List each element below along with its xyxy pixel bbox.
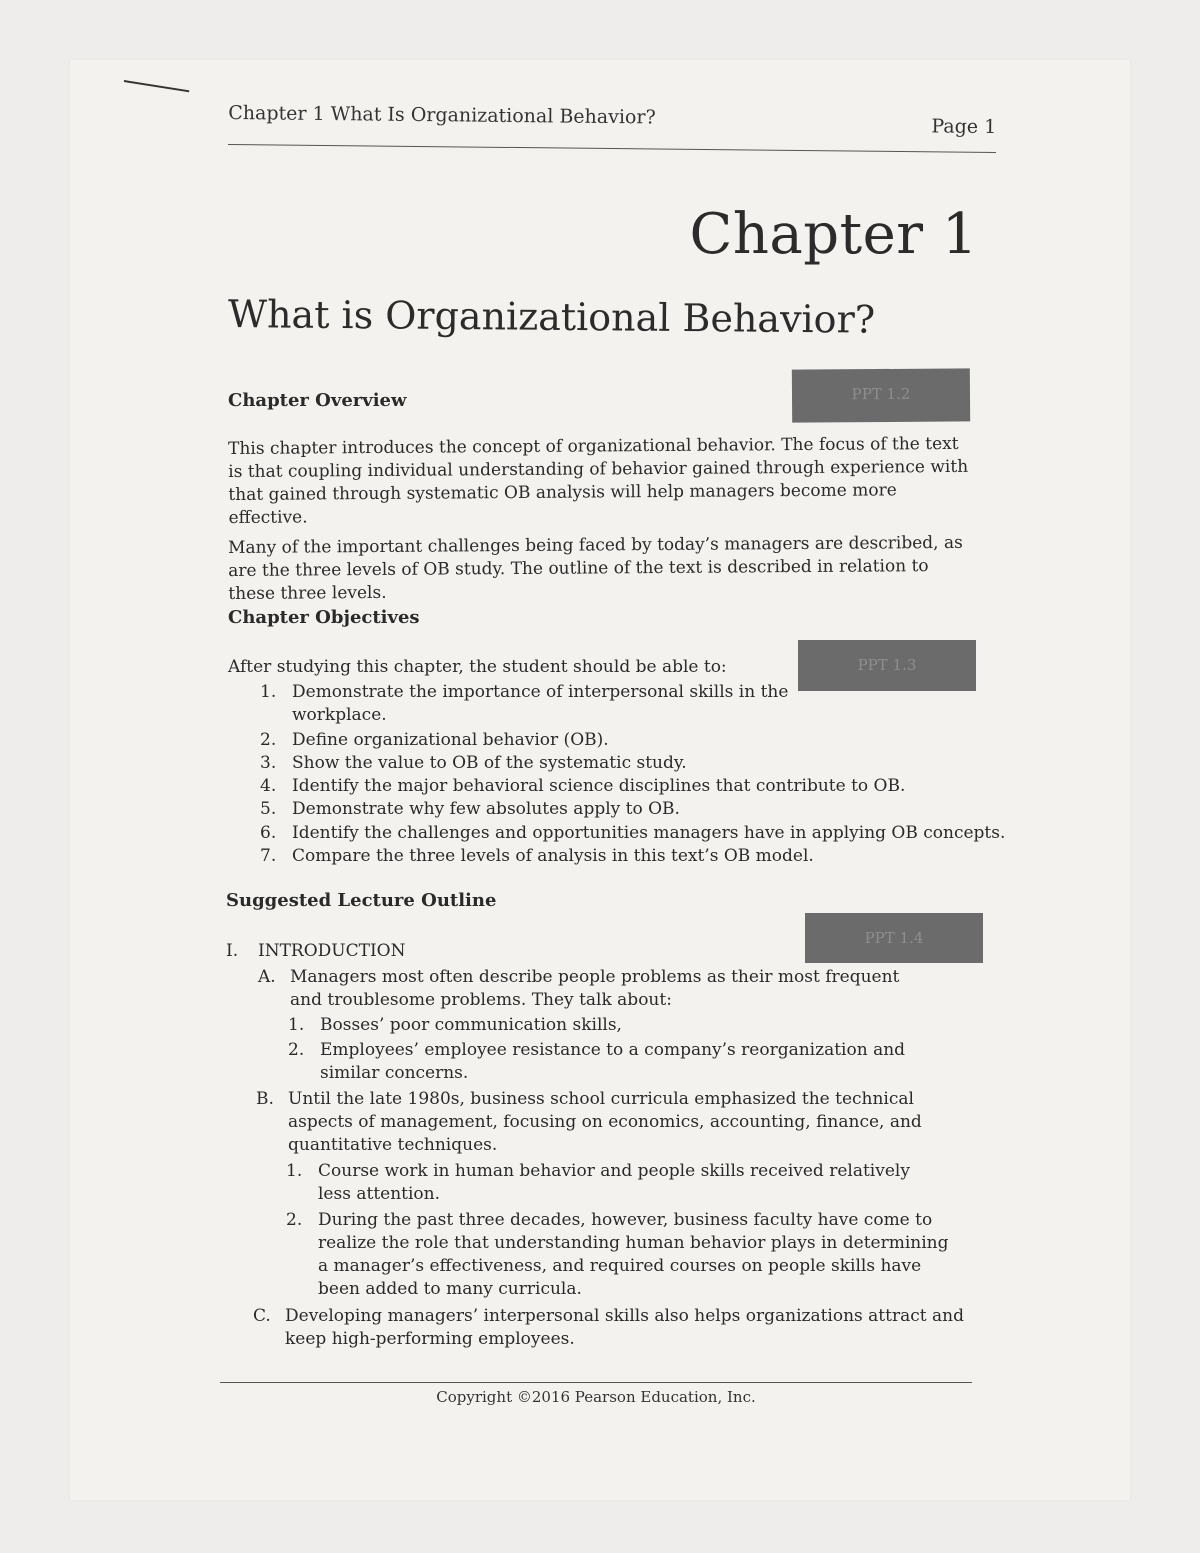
section-title: INTRODUCTION bbox=[258, 941, 406, 961]
point-label: A. bbox=[258, 967, 276, 987]
subpoint-number: 2. bbox=[286, 1210, 303, 1230]
chapter-number: Chapter 1 bbox=[689, 202, 978, 267]
point-text: Until the late 1980s, business school curricula emphasized the technical aspects of management, focusing on economics, accounting, finance, and quantitative techniques. bbox=[288, 1089, 922, 1155]
outline-subpoint bbox=[288, 1039, 940, 1085]
subpoint-number: 2. bbox=[288, 1040, 305, 1060]
objective-number: 4. bbox=[260, 776, 277, 796]
objective-number: 2. bbox=[260, 730, 277, 750]
point-text: Developing managers’ interpersonal skills also helps organizations attract and keep high-performing employees. bbox=[285, 1306, 964, 1349]
objective-text: Compare the three levels of analysis in this text’s OB model. bbox=[292, 846, 814, 866]
objective-number: 3. bbox=[260, 753, 277, 773]
outline-point-a bbox=[258, 966, 910, 1012]
objective-item bbox=[260, 752, 687, 775]
point-text: Managers most often describe people problems as their most frequent and troublesome problems. They talk about: bbox=[290, 967, 900, 1010]
outline-subpoint bbox=[286, 1160, 918, 1206]
objectives-heading: Chapter Objectives bbox=[228, 607, 420, 628]
objective-item bbox=[260, 822, 1005, 845]
outline-point-b bbox=[256, 1088, 960, 1157]
subpoint-number: 1. bbox=[288, 1015, 305, 1035]
objective-text: Identify the major behavioral science disciplines that contribute to OB. bbox=[292, 776, 906, 796]
outline-subpoint bbox=[288, 1014, 920, 1037]
subpoint-text: Bosses’ poor communication skills, bbox=[320, 1015, 622, 1035]
overview-paragraph-1: This chapter introduces the concept of organizational behavior. The focus of the text is that coupling individual understanding of behavior gained through experience with that gained through systematic OB analysis will help managers become more effective. bbox=[228, 433, 969, 528]
outline-subpoint bbox=[286, 1209, 958, 1301]
subpoint-number: 1. bbox=[286, 1161, 303, 1181]
subpoint-text: Course work in human behavior and people skills received relatively less attention. bbox=[318, 1161, 910, 1204]
ppt-label-objectives: PPT 1.3 bbox=[798, 640, 976, 691]
objective-number: 7. bbox=[260, 846, 277, 866]
objective-item bbox=[260, 775, 905, 798]
subpoint-text: During the past three decades, however, business faculty have come to realize the role that understanding human behavior plays in determining a manager’s effectiveness, and required courses on people skills have been added to many curricula. bbox=[318, 1210, 949, 1299]
objective-text: Identify the challenges and opportunities managers have in applying OB concepts. bbox=[292, 823, 1006, 843]
objective-item bbox=[260, 681, 788, 704]
objective-item bbox=[260, 798, 680, 821]
objective-number: 6. bbox=[260, 823, 277, 843]
objective-text: Define organizational behavior (OB). bbox=[292, 730, 609, 750]
outline-point-c bbox=[253, 1305, 975, 1351]
objective-number: 5. bbox=[260, 799, 277, 819]
page-number: Page 1 bbox=[931, 115, 997, 139]
outline-heading: Suggested Lecture Outline bbox=[226, 890, 497, 911]
outline-section bbox=[226, 940, 406, 963]
objective-number: 1. bbox=[260, 682, 277, 702]
objective-text: Demonstrate why few absolutes apply to OB. bbox=[292, 799, 680, 819]
objectives-intro: After studying this chapter, the student should be able to: bbox=[228, 657, 727, 677]
point-label: B. bbox=[256, 1089, 274, 1109]
footer-rule bbox=[220, 1382, 972, 1383]
chapter-title: What is Organizational Behavior? bbox=[227, 292, 876, 342]
objective-item bbox=[260, 845, 814, 868]
running-title: Chapter 1 What Is Organizational Behavior? bbox=[228, 102, 656, 129]
running-header bbox=[228, 100, 996, 153]
ppt-label-overview: PPT 1.2 bbox=[792, 368, 970, 422]
overview-paragraph-2: Many of the important challenges being faced by today’s managers are described, as are the three levels of OB study. The outline of the text is described in relation to these three levels. bbox=[228, 532, 963, 604]
point-label: C. bbox=[253, 1306, 271, 1326]
objective-item-continuation: workplace. bbox=[292, 705, 387, 725]
overview-heading: Chapter Overview bbox=[228, 390, 407, 411]
roman-numeral: I. bbox=[226, 941, 239, 961]
objective-item bbox=[260, 729, 609, 752]
copyright-notice: Copyright ©2016 Pearson Education, Inc. bbox=[436, 1388, 756, 1406]
subpoint-text: Employees’ employee resistance to a company’s reorganization and similar concerns. bbox=[320, 1040, 906, 1083]
objective-text: Demonstrate the importance of interpersonal skills in the bbox=[292, 682, 789, 702]
ppt-label-outline: PPT 1.4 bbox=[805, 913, 983, 963]
objective-text: Show the value to OB of the systematic study. bbox=[292, 753, 687, 773]
